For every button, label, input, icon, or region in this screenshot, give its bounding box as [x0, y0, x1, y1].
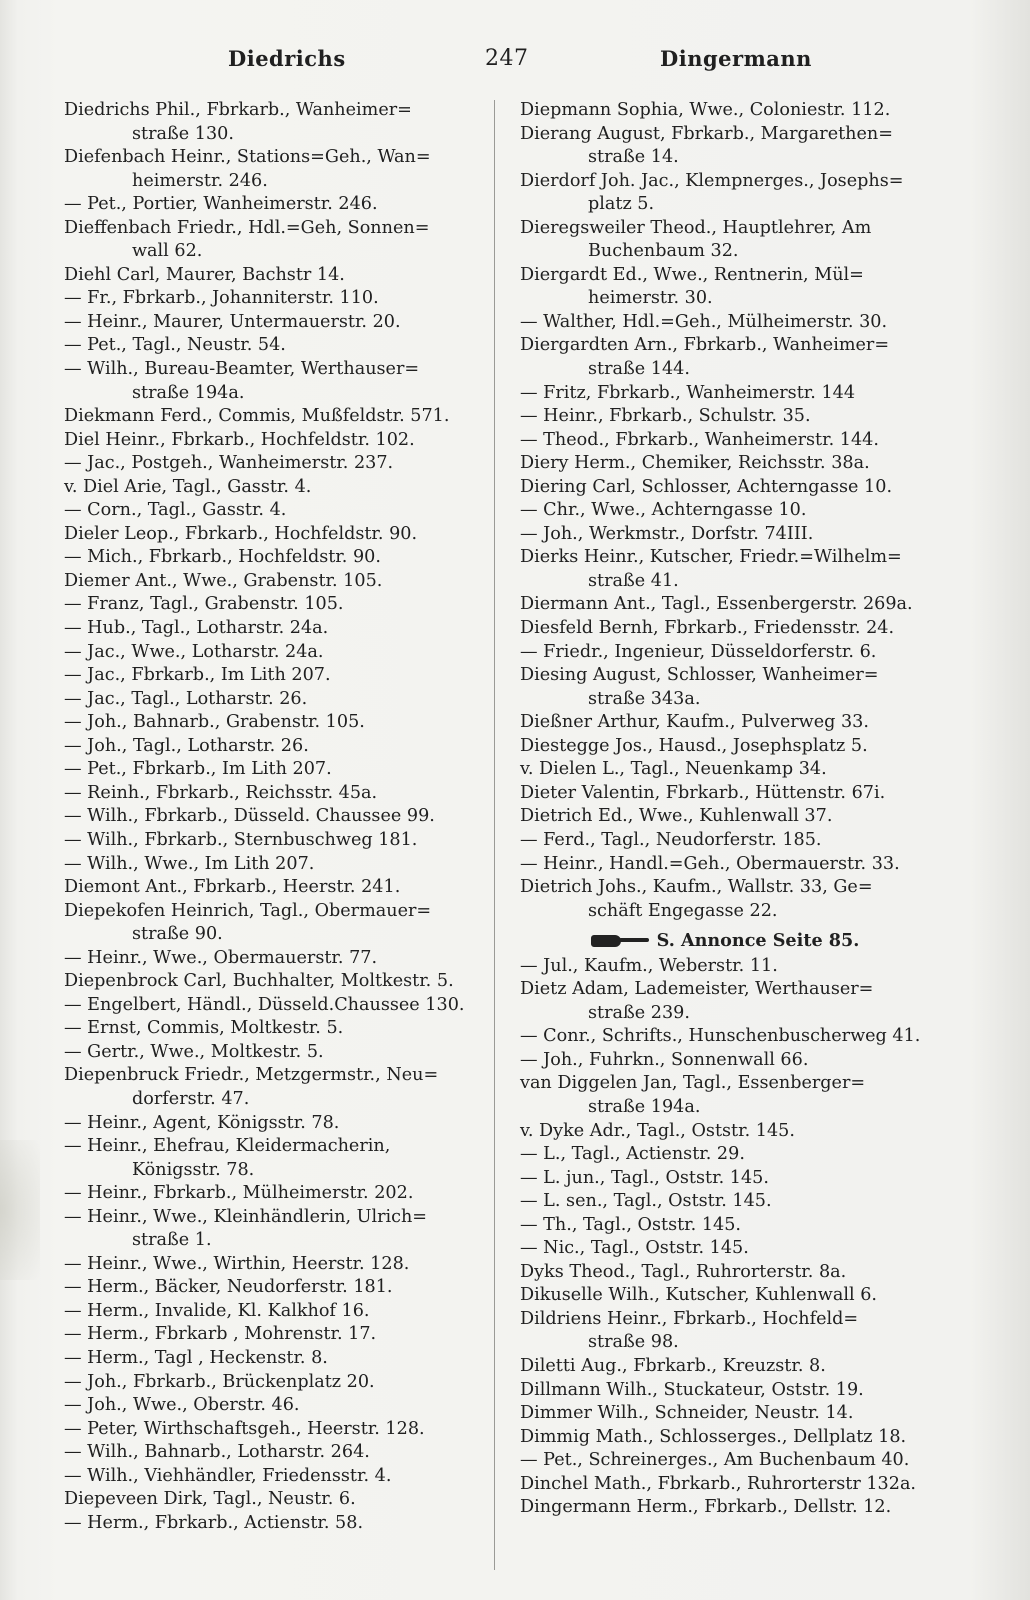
entry-continuation: straße 14.	[588, 147, 679, 168]
directory-entry	[64, 947, 474, 971]
directory-entry	[64, 193, 474, 217]
entry-line: — Jac., Wwe., Lotharstr. 24a.	[64, 641, 324, 662]
entry-line: Dyks Theod., Tagl., Ruhrorterstr. 8a.	[520, 1261, 847, 1282]
entry-line: Diehl Carl, Maurer, Bachstr 14.	[64, 264, 345, 285]
directory-entry	[520, 1402, 930, 1426]
directory-entry	[520, 1261, 930, 1285]
entry-continuation: straße 343a.	[588, 688, 701, 709]
directory-entry	[520, 829, 930, 853]
entry-line: Dieler Leop., Fbrkarb., Hochfeldstr. 90.	[64, 523, 418, 544]
entry-line: — Chr., Wwe., Achterngasse 10.	[520, 500, 807, 521]
directory-entry	[520, 1426, 930, 1450]
entry-line: Diemer Ant., Wwe., Grabenstr. 105.	[64, 570, 383, 591]
entry-line: — Wilh., Bureau-Beamter, Werthauser=	[64, 359, 420, 380]
entry-line: — Wilh., Viehhändler, Friedensstr. 4.	[64, 1465, 392, 1486]
directory-entry	[64, 1112, 474, 1136]
directory-entry	[64, 334, 474, 358]
directory-entry	[64, 1064, 474, 1111]
entry-line: — Heinr., Ehefrau, Kleidermacherin,	[64, 1136, 391, 1157]
entry-continuation: straße 194a.	[588, 1096, 701, 1117]
directory-entry	[64, 311, 474, 335]
entry-line: Dimmer Wilh., Schneider, Neustr. 14.	[520, 1403, 854, 1424]
entry-line: Dieregsweiler Theod., Hauptlehrer, Am	[520, 217, 872, 238]
directory-entry	[64, 805, 474, 829]
directory-entry	[64, 1488, 474, 1512]
entry-line: — Jac., Postgeh., Wanheimerstr. 237.	[64, 453, 394, 474]
directory-entry	[64, 1253, 474, 1277]
directory-entry	[520, 711, 930, 735]
entry-line: v. Dielen L., Tagl., Neuenkamp 34.	[520, 759, 827, 780]
entry-line: — L., Tagl., Actienstr. 29.	[520, 1144, 745, 1165]
entry-line: — Ferd., Tagl., Neudorferstr. 185.	[520, 829, 822, 850]
entry-line: Diesing August, Schlosser, Wanheimer=	[520, 665, 879, 686]
entry-line: — Jac., Tagl., Lotharstr. 26.	[64, 688, 308, 709]
entry-line: Diepenbruck Friedr., Metzgermstr., Neu=	[64, 1065, 439, 1086]
entry-line: — Heinr., Handl.=Geh., Obermauerstr. 33.	[520, 853, 900, 874]
entry-line: — Heinr., Fbrkarb., Mülheimerstr. 202.	[64, 1183, 414, 1204]
directory-entry	[64, 570, 474, 594]
directory-entry	[520, 429, 930, 453]
page-header	[0, 46, 1030, 86]
entry-line: — Joh., Fuhrkn., Sonnenwall 66.	[520, 1049, 809, 1070]
directory-entry	[64, 970, 474, 994]
entry-line: Dieter Valentin, Fbrkarb., Hüttenstr. 67i.	[520, 782, 886, 803]
directory-entry	[520, 1190, 930, 1214]
directory-entry	[64, 1206, 474, 1253]
entry-line: Dinchel Math., Fbrkarb., Ruhrorterstr 132a.	[520, 1473, 917, 1494]
entry-line: — L. sen., Tagl., Oststr. 145.	[520, 1191, 772, 1212]
directory-entry	[520, 405, 930, 429]
entry-line: — Heinr., Fbrkarb., Schulstr. 35.	[520, 406, 811, 427]
directory-entry	[64, 1300, 474, 1324]
directory-entry	[64, 876, 474, 900]
directory-entry	[64, 1135, 474, 1182]
directory-entry	[64, 405, 474, 429]
directory-entry	[520, 1284, 930, 1308]
directory-entry	[64, 99, 474, 146]
directory-entry	[64, 593, 474, 617]
entry-line: Diering Carl, Schlosser, Achterngasse 10.	[520, 476, 893, 497]
entry-continuation: Königsstr. 78.	[132, 1159, 255, 1180]
entry-line: — Conr., Schrifts., Hunschenbuscherweg 41.	[520, 1026, 921, 1047]
entry-line: — Gertr., Wwe., Moltkestr. 5.	[64, 1041, 324, 1062]
directory-entry	[520, 1237, 930, 1261]
entry-line: Dierang August, Fbrkarb., Margarethen=	[520, 123, 893, 144]
entry-line: — Herm., Fbrkarb., Actienstr. 58.	[64, 1512, 364, 1533]
directory-entry	[64, 217, 474, 264]
entry-line: Dietrich Johs., Kaufm., Wallstr. 33, Ge=	[520, 877, 873, 898]
directory-entry	[64, 358, 474, 405]
directory-entry	[520, 955, 930, 979]
entry-line: — Joh., Fbrkarb., Brückenplatz 20.	[64, 1371, 375, 1392]
directory-entry	[64, 287, 474, 311]
directory-entry	[520, 758, 930, 782]
directory-entry	[64, 1512, 474, 1536]
directory-entry	[64, 264, 474, 288]
directory-entry	[520, 1072, 930, 1119]
directory-entry	[520, 1496, 930, 1520]
entry-continuation: straße 90.	[132, 924, 223, 945]
entry-line: Dierks Heinr., Kutscher, Friedr.=Wilhelm=	[520, 547, 902, 568]
directory-entry	[520, 641, 930, 665]
right-column	[520, 99, 930, 1520]
entry-continuation: wall 62.	[132, 241, 203, 262]
directory-entry	[64, 782, 474, 806]
directory-entry	[520, 1214, 930, 1238]
entry-line: — Jac., Fbrkarb., Im Lith 207.	[64, 665, 331, 686]
directory-entry	[64, 546, 474, 570]
directory-entry	[520, 805, 930, 829]
entry-line: — Pet., Fbrkarb., Im Lith 207.	[64, 759, 332, 780]
entry-line: — Joh., Bahnarb., Grabenstr. 105.	[64, 712, 365, 733]
entry-continuation: heimerstr. 30.	[588, 288, 713, 309]
entry-line: — Mich., Fbrkarb., Hochfeldstr. 90.	[64, 547, 381, 568]
directory-entry	[520, 1308, 930, 1355]
directory-entry	[520, 782, 930, 806]
directory-entry	[520, 876, 930, 923]
directory-entry	[64, 711, 474, 735]
entry-line: — Nic., Tagl., Oststr. 145.	[520, 1238, 749, 1259]
entry-line: Diery Herm., Chemiker, Reichsstr. 38a.	[520, 453, 870, 474]
entry-line: — Wilh., Fbrkarb., Sternbuschweg 181.	[64, 829, 418, 850]
directory-entry	[520, 476, 930, 500]
entry-line: Dimmig Math., Schlosserges., Dellplatz 18.	[520, 1426, 907, 1447]
directory-entry	[64, 688, 474, 712]
entry-line: Diefenbach Heinr., Stations=Geh., Wan=	[64, 147, 431, 168]
entry-line: Dierdorf Joh. Jac., Klempnerges., Josephs=	[520, 170, 904, 191]
entry-continuation: straße 239.	[588, 1002, 690, 1023]
entry-line: Diepmann Sophia, Wwe., Coloniestr. 112.	[520, 100, 891, 120]
entry-line: Diermann Ant., Tagl., Essenbergerstr. 269a.	[520, 594, 913, 615]
entry-continuation: straße 98.	[588, 1332, 679, 1353]
directory-entry	[64, 1418, 474, 1442]
annonce-text: S. Annonce Seite 85.	[656, 930, 860, 952]
directory-entry	[520, 382, 930, 406]
entry-line: — Herm., Bäcker, Neudorferstr. 181.	[64, 1277, 393, 1298]
entry-line: — Heinr., Wwe., Obermauerstr. 77.	[64, 947, 378, 968]
entry-line: Dikuselle Wilh., Kutscher, Kuhlenwall 6.	[520, 1285, 877, 1306]
left-column	[64, 99, 474, 1535]
directory-entry	[64, 735, 474, 759]
entry-line: Dillmann Wilh., Stuckateur, Oststr. 19.	[520, 1379, 864, 1400]
entry-line: v. Diel Arie, Tagl., Gasstr. 4.	[64, 476, 312, 497]
annonce-notice	[520, 929, 930, 953]
right-column-top	[520, 99, 930, 923]
entry-line: Diekmann Ferd., Commis, Mußfeldstr. 571.	[64, 406, 450, 427]
directory-entry	[64, 429, 474, 453]
entry-line: — Herm., Fbrkarb , Mohrenstr. 17.	[64, 1324, 377, 1345]
entry-line: — Fr., Fbrkarb., Johanniterstr. 110.	[64, 288, 379, 309]
entry-line: — Corn., Tagl., Gasstr. 4.	[64, 500, 287, 521]
entry-line: Dietz Adam, Lademeister, Werthauser=	[520, 979, 874, 1000]
directory-entry	[64, 1041, 474, 1065]
directory-entry	[64, 1182, 474, 1206]
directory-entry	[520, 523, 930, 547]
directory-entry	[64, 1465, 474, 1489]
right-column-bottom	[520, 955, 930, 1520]
entry-line: — Fritz, Fbrkarb., Wanheimerstr. 144	[520, 382, 856, 403]
entry-line: Diepeveen Dirk, Tagl., Neustr. 6.	[64, 1489, 356, 1510]
directory-entry	[520, 311, 930, 335]
directory-entry	[520, 1025, 930, 1049]
directory-entry	[64, 758, 474, 782]
entry-line: — Hub., Tagl., Lotharstr. 24a.	[64, 618, 329, 639]
directory-entry	[64, 523, 474, 547]
entry-line: — Heinr., Maurer, Untermauerstr. 20.	[64, 311, 401, 332]
entry-line: — Jul., Kaufm., Weberstr. 11.	[520, 955, 778, 976]
entry-line: — Joh., Werkmstr., Dorfstr. 74III.	[520, 523, 814, 544]
entry-line: Diepenbrock Carl, Buchhalter, Moltkestr. 5.	[64, 971, 454, 992]
entry-line: v. Dyke Adr., Tagl., Oststr. 145.	[520, 1120, 795, 1141]
entry-line: — Herm., Tagl , Heckenstr. 8.	[64, 1347, 328, 1368]
directory-entry	[520, 853, 930, 877]
entry-line: Diergardt Ed., Wwe., Rentnerin, Mül=	[520, 264, 864, 285]
directory-entry	[520, 334, 930, 381]
directory-entry	[64, 829, 474, 853]
entry-continuation: straße 1.	[132, 1230, 212, 1251]
directory-entry	[64, 499, 474, 523]
entry-line: Diedrichs Phil., Fbrkarb., Wanheimer=	[64, 100, 412, 120]
entry-continuation: straße 144.	[588, 359, 690, 380]
directory-entry	[64, 1441, 474, 1465]
directory-entry	[64, 853, 474, 877]
header-last-name: Dingermann	[660, 46, 812, 71]
directory-entry	[520, 546, 930, 593]
entry-line: — Engelbert, Händl., Düsseld.Chaussee 130.	[64, 994, 465, 1015]
directory-entry	[520, 1355, 930, 1379]
directory-entry	[520, 499, 930, 523]
directory-entry	[520, 264, 930, 311]
directory-entry	[64, 1371, 474, 1395]
directory-entry	[520, 1049, 930, 1073]
entry-line: — Wilh., Fbrkarb., Düsseld. Chaussee 99.	[64, 806, 435, 827]
entry-line: — Th., Tagl., Oststr. 145.	[520, 1214, 742, 1235]
entry-line: — L. jun., Tagl., Oststr. 145.	[520, 1167, 769, 1188]
directory-entry	[520, 1449, 930, 1473]
entry-line: — Herm., Invalide, Kl. Kalkhof 16.	[64, 1300, 370, 1321]
column-divider	[494, 100, 495, 1570]
entry-line: — Heinr., Wwe., Wirthin, Heerstr. 128.	[64, 1253, 410, 1274]
entry-line: Diepekofen Heinrich, Tagl., Obermauer=	[64, 900, 432, 921]
paper-stain	[0, 1140, 40, 1280]
directory-entry	[64, 664, 474, 688]
directory-entry	[520, 123, 930, 170]
directory-entry	[520, 593, 930, 617]
directory-entry	[64, 1394, 474, 1418]
directory-entry	[64, 1347, 474, 1371]
entry-line: — Walther, Hdl.=Geh., Mülheimerstr. 30.	[520, 311, 888, 332]
entry-continuation: dorferstr. 47.	[132, 1088, 250, 1109]
directory-entry	[520, 664, 930, 711]
directory-entry	[64, 452, 474, 476]
entry-line: Diestegge Jos., Hausd., Josephsplatz 5.	[520, 735, 868, 756]
entry-continuation: straße 41.	[588, 570, 679, 591]
entry-line: — Pet., Portier, Wanheimerstr. 246.	[64, 194, 378, 215]
directory-entry	[520, 1120, 930, 1144]
entry-line: — Peter, Wirthschaftsgeh., Heerstr. 128.	[64, 1418, 425, 1439]
directory-entry	[520, 217, 930, 264]
entry-line: — Joh., Wwe., Oberstr. 46.	[64, 1395, 300, 1416]
directory-entry	[520, 1379, 930, 1403]
directory-entry	[64, 900, 474, 947]
entry-line: Diletti Aug., Fbrkarb., Kreuzstr. 8.	[520, 1355, 826, 1376]
entry-line: — Heinr., Agent, Königsstr. 78.	[64, 1112, 340, 1133]
directory-entry	[520, 170, 930, 217]
directory-entry	[520, 1167, 930, 1191]
directory-entry	[64, 476, 474, 500]
entry-continuation: straße 194a.	[132, 382, 245, 403]
entry-line: Diergardten Arn., Fbrkarb., Wanheimer=	[520, 335, 890, 356]
directory-entry	[64, 994, 474, 1018]
header-first-name: Diedrichs	[228, 46, 346, 71]
entry-line: Diemont Ant., Fbrkarb., Heerstr. 241.	[64, 877, 401, 898]
directory-entry	[520, 99, 930, 123]
entry-line: Diel Heinr., Fbrkarb., Hochfeldstr. 102.	[64, 429, 415, 450]
directory-entry	[520, 1143, 930, 1167]
directory-entry	[520, 978, 930, 1025]
page-number: 247	[485, 46, 529, 71]
directory-entry	[520, 452, 930, 476]
directory-entry	[520, 735, 930, 759]
entry-continuation: platz 5.	[588, 194, 655, 215]
directory-entry	[520, 617, 930, 641]
entry-line: Dietrich Ed., Wwe., Kuhlenwall 37.	[520, 806, 833, 827]
entry-continuation: Buchenbaum 32.	[588, 241, 739, 262]
directory-entry	[64, 617, 474, 641]
entry-line: — Wilh., Wwe., Im Lith 207.	[64, 853, 315, 874]
entry-line: — Pet., Schreinerges., Am Buchenbaum 40.	[520, 1450, 910, 1471]
pointing-hand-icon	[591, 932, 649, 948]
entry-line: Dießner Arthur, Kaufm., Pulverweg 33.	[520, 712, 869, 733]
directory-entry	[64, 1017, 474, 1041]
directory-entry	[64, 1276, 474, 1300]
entry-line: Diesfeld Bernh, Fbrkarb., Friedensstr. 24.	[520, 618, 895, 639]
entry-line: — Heinr., Wwe., Kleinhändlerin, Ulrich=	[64, 1206, 428, 1227]
directory-entry	[64, 146, 474, 193]
directory-entry	[64, 1323, 474, 1347]
entry-line: — Joh., Tagl., Lotharstr. 26.	[64, 735, 309, 756]
entry-line: van Diggelen Jan, Tagl., Essenberger=	[520, 1073, 866, 1094]
entry-line: — Wilh., Bahnarb., Lotharstr. 264.	[64, 1442, 370, 1463]
entry-line: — Franz, Tagl., Grabenstr. 105.	[64, 594, 344, 615]
entry-continuation: schäft Engegasse 22.	[588, 900, 778, 921]
entry-line: Dieffenbach Friedr., Hdl.=Geh, Sonnen=	[64, 217, 430, 238]
entry-line: — Ernst, Commis, Moltkestr. 5.	[64, 1018, 344, 1039]
entry-continuation: straße 130.	[132, 123, 234, 144]
entry-line: — Reinh., Fbrkarb., Reichsstr. 45a.	[64, 782, 378, 803]
entry-line: — Theod., Fbrkarb., Wanheimerstr. 144.	[520, 429, 879, 450]
directory-entry	[520, 1473, 930, 1497]
entry-line: Dingermann Herm., Fbrkarb., Dellstr. 12.	[520, 1497, 892, 1518]
entry-line: — Friedr., Ingenieur, Düsseldorferstr. 6.	[520, 641, 877, 662]
directory-entry	[64, 641, 474, 665]
entry-continuation: heimerstr. 246.	[132, 170, 268, 191]
entry-line: Dildriens Heinr., Fbrkarb., Hochfeld=	[520, 1308, 859, 1329]
entry-line: — Pet., Tagl., Neustr. 54.	[64, 335, 286, 356]
